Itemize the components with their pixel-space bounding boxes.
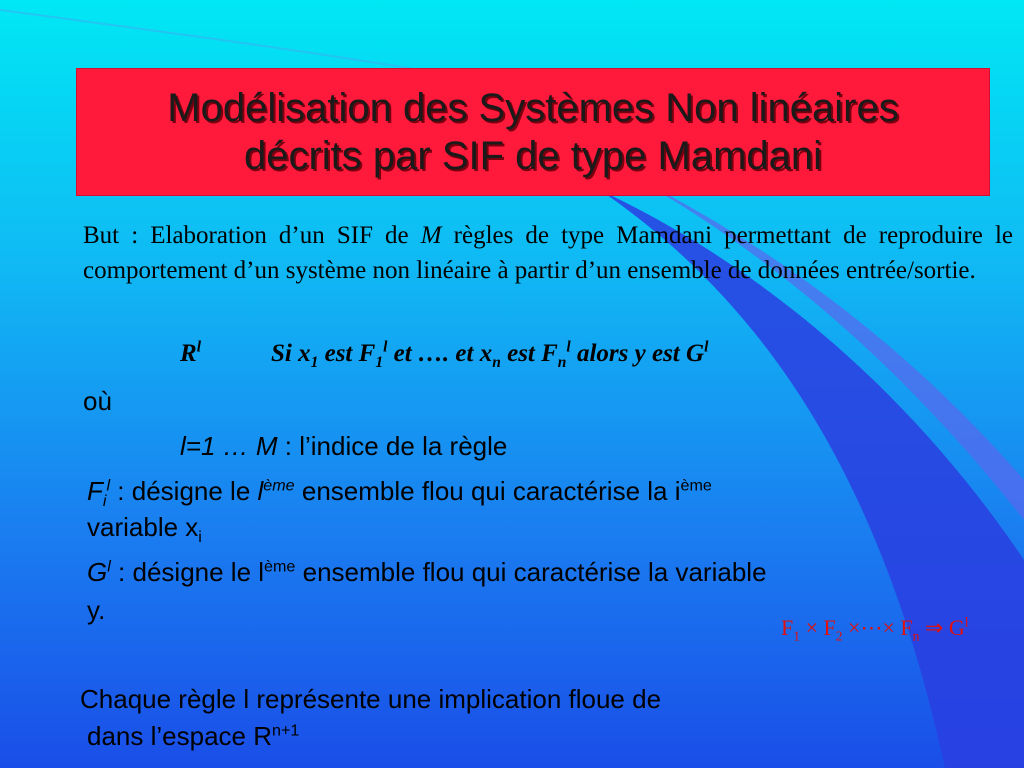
formula-sup: l <box>964 614 969 630</box>
intro-text-1: But : Elaboration d’un SIF de <box>83 222 421 249</box>
rule-subn2: n <box>557 354 567 371</box>
f-subx: i <box>198 528 202 547</box>
f-definition-line-2 <box>87 512 202 547</box>
index-definition <box>180 431 507 462</box>
implication-formula <box>781 614 969 644</box>
formula-x1: × F <box>800 615 836 640</box>
g-definition-line-1 <box>87 557 767 588</box>
ou-label: où <box>83 386 112 416</box>
f-text-1: : désigne le <box>110 476 258 506</box>
conclusion-line-1: Chaque règle l représente une implication floue de <box>80 684 662 714</box>
f-text-2: ensemble flou qui caractérise la i <box>294 476 681 506</box>
index-mid: =1 … <box>185 431 256 461</box>
rule-subn: n <box>492 354 501 371</box>
g-sup: l <box>107 557 111 576</box>
g-text-1: : désigne le l <box>110 557 265 587</box>
g-symbol: G <box>87 557 108 587</box>
rule-supG: l <box>704 338 709 356</box>
rule-si: Si x <box>271 340 311 367</box>
formula-s3: n <box>912 628 920 644</box>
f-sub: i <box>102 492 107 511</box>
rule-sup2: l <box>383 338 388 356</box>
index-l: l <box>180 431 186 461</box>
f-l2: l <box>257 476 264 506</box>
intro-paragraph <box>83 218 1013 288</box>
f-eme1: ème <box>263 476 295 495</box>
title-banner <box>76 68 990 196</box>
f-definition-line-1 <box>87 476 712 511</box>
title-line-2: décrits par SIF de type Mamdani <box>243 134 823 178</box>
fuzzy-rule <box>180 338 709 371</box>
index-desc: : l’indice de la règle <box>277 431 508 461</box>
f-text-3: variable x <box>87 512 199 542</box>
rule-R: R <box>180 340 197 367</box>
conclusion-line-2 <box>87 721 299 752</box>
conclusion-text: dans l’espace R <box>87 721 272 751</box>
rule-alors: alors y est G <box>570 340 705 367</box>
g-eme: ème <box>264 557 296 576</box>
g-text-2: ensemble flou qui caractérise la variable <box>295 557 767 587</box>
rule-middle: et …. et x <box>387 340 493 367</box>
intro-m: M <box>420 222 442 249</box>
rule-R-sup: l <box>196 338 201 356</box>
formula-F1: F <box>781 615 794 640</box>
conclusion-sup: n+1 <box>272 721 300 740</box>
formula-s2: 2 <box>835 628 843 644</box>
f-eme2: ème <box>680 476 712 495</box>
rule-estn: est F <box>500 340 558 367</box>
decor-arc-line <box>0 10 420 70</box>
rule-sub1: 1 <box>310 354 319 371</box>
formula-x2: ×⋯× F <box>842 615 913 640</box>
rule-sub2: 1 <box>375 354 384 371</box>
formula-arrow: ⇒ G <box>919 615 965 640</box>
intro-text-2: règles de type Mamdani permettant de reproduire le comportement d’un système non linéaire à partir d’un ensemble de données entrée/sortie. <box>83 222 1013 284</box>
g-definition-line-2: y. <box>87 595 106 625</box>
index-M: M <box>255 431 278 461</box>
formula-s1: 1 <box>793 628 801 644</box>
rule-est1: est F <box>318 340 376 367</box>
title-line-1: Modélisation des Systèmes Non linéaires <box>167 86 899 130</box>
f-symbol: F <box>87 476 103 506</box>
rule-supn2: l <box>566 338 571 356</box>
f-sup: l <box>106 476 111 495</box>
